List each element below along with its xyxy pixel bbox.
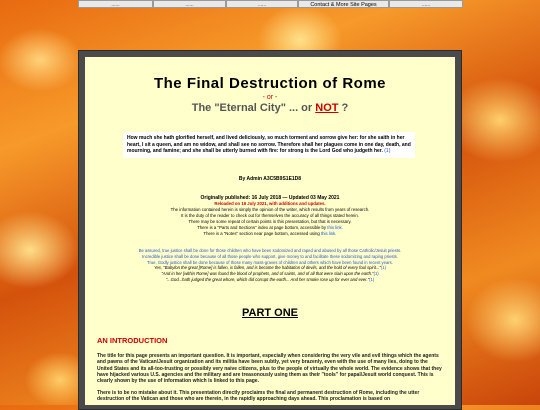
verse-ref-1[interactable]: (1) [380, 265, 387, 271]
reloaded-note: Reloaded on 19 July 2021, with additions and updates. [214, 201, 326, 206]
nav-button-1[interactable]: ...... [78, 0, 153, 8]
justice-line-2: Incredible justice shall be done because of all those people who support, give money to and facilitate these sodomizing and raping priests. [142, 253, 398, 259]
notes-text: There is a "Notes" section near page bottom, accessed using [203, 231, 320, 236]
subtitle-text-b: ? [338, 102, 349, 114]
verse-text-3: "...God...hath judged the great whore, which did corrupt the earth... And her smoke rose up for ever and ever." [165, 276, 370, 282]
contact-site-pages-button[interactable]: Contact & More Site Pages [298, 0, 389, 8]
publication-info [105, 195, 435, 237]
disclaimer-line-2: It is the duty of the reader to check out for themselves the accuracy of all things stated herein. [181, 213, 359, 218]
page-title: The Final Destruction of Rome [153, 75, 386, 92]
top-navigation-bar [0, 0, 540, 9]
quote-reference-link[interactable]: (1) [384, 148, 391, 154]
disclaimer-line-1: The information contained herein is simply the opinion of the writer, which results from years of research. [170, 207, 370, 212]
article-panel [85, 57, 455, 405]
introduction-heading: AN INTRODUCTION [97, 336, 168, 345]
part-one-heading: PART ONE [241, 307, 299, 319]
nav-button-5[interactable]: ...... [389, 0, 463, 8]
justice-line-1: Be assured, true justice shall be done for those children who have been sodomized and raped and abused by all those Catholic/Jesuit priests. [138, 248, 402, 253]
verse-text-1: Yes, "Babylon the great [Rome] is fallen, is fallen, and is become the habitation of devils, and the hold of every foul spirit..." [153, 265, 381, 271]
or-separator: - or - [262, 94, 278, 101]
intro-paragraph-2: There is to be no mistake about it. This presentation directly proclaims the final and permanent destruction of Rome, including the utter destruction of the Vatican and those who are therein, in the rapidly approaching days ahead. This proclamation is based on [97, 390, 420, 403]
nav-button-2[interactable]: ...... [153, 0, 226, 8]
nav-button-3[interactable]: ...... [226, 0, 298, 8]
page-subtitle [85, 102, 455, 114]
scripture-quote: How much she hath glorified herself, and lived deliciously, so much torment and sorrow give her: for she saith in her heart, I sit a queen, and am no widow, and shall see no sorrow. Therefore shall her plagues come in one day, death, and mourning, and famine; and she shall be utterly burned with fire: for strong is the Lord God who judgeth her. [127, 135, 411, 154]
published-date: Originally published: 16 July 2018 — Updated 03 May 2021 [200, 195, 340, 201]
verse-line-3 [110, 277, 430, 283]
scripture-quote-box [123, 132, 415, 158]
verse-ref-3[interactable]: (1) [369, 276, 375, 282]
subtitle-not: NOT [315, 102, 339, 114]
parts-index-text: There is a "Parts and Sections" index at page bottom, accessible by [197, 225, 327, 230]
verse-ref-2[interactable]: (1) [373, 271, 379, 277]
disclaimer-line-3: There may be some repeat of certain points in this presentation, but that is necessary. [188, 219, 352, 224]
parts-index-link[interactable]: this link. [327, 225, 343, 230]
subtitle-text-a: The "Eternal City" ... or [191, 102, 316, 114]
author-byline: By Admin A3C5B9S1E1D8 [238, 176, 302, 182]
justice-statement [110, 248, 430, 283]
notes-line [105, 231, 435, 237]
intro-paragraph-1: The title for this page presents an important question. It is important, especially when considering the very vile and evil things which the agents and pawns of the Vatican/Jesuit organization and its militia have been subtly, yet very brazenly, even with the use of many lies, doing to the United States and its all-too-trusting or possibly very naive citizens, plus to the people of virtually the whole world. The evidence shows that they have hijacked various U.S. agencies and the military and are treasonously using them as their "tools" for papal/Jesuit world conquest. This is clearly shown by the use of information which is linked to this page. [97, 353, 442, 385]
notes-link[interactable]: this link. [320, 231, 337, 236]
justice-line-3: True, Godly justice shall be done because of those many mass-graves of children and others which have been found in recent years. [147, 259, 393, 265]
verse-text-2: "And in her [within Rome] was found the blood of prophets, and of saints, and of all that were slain upon the earth." [161, 271, 374, 277]
